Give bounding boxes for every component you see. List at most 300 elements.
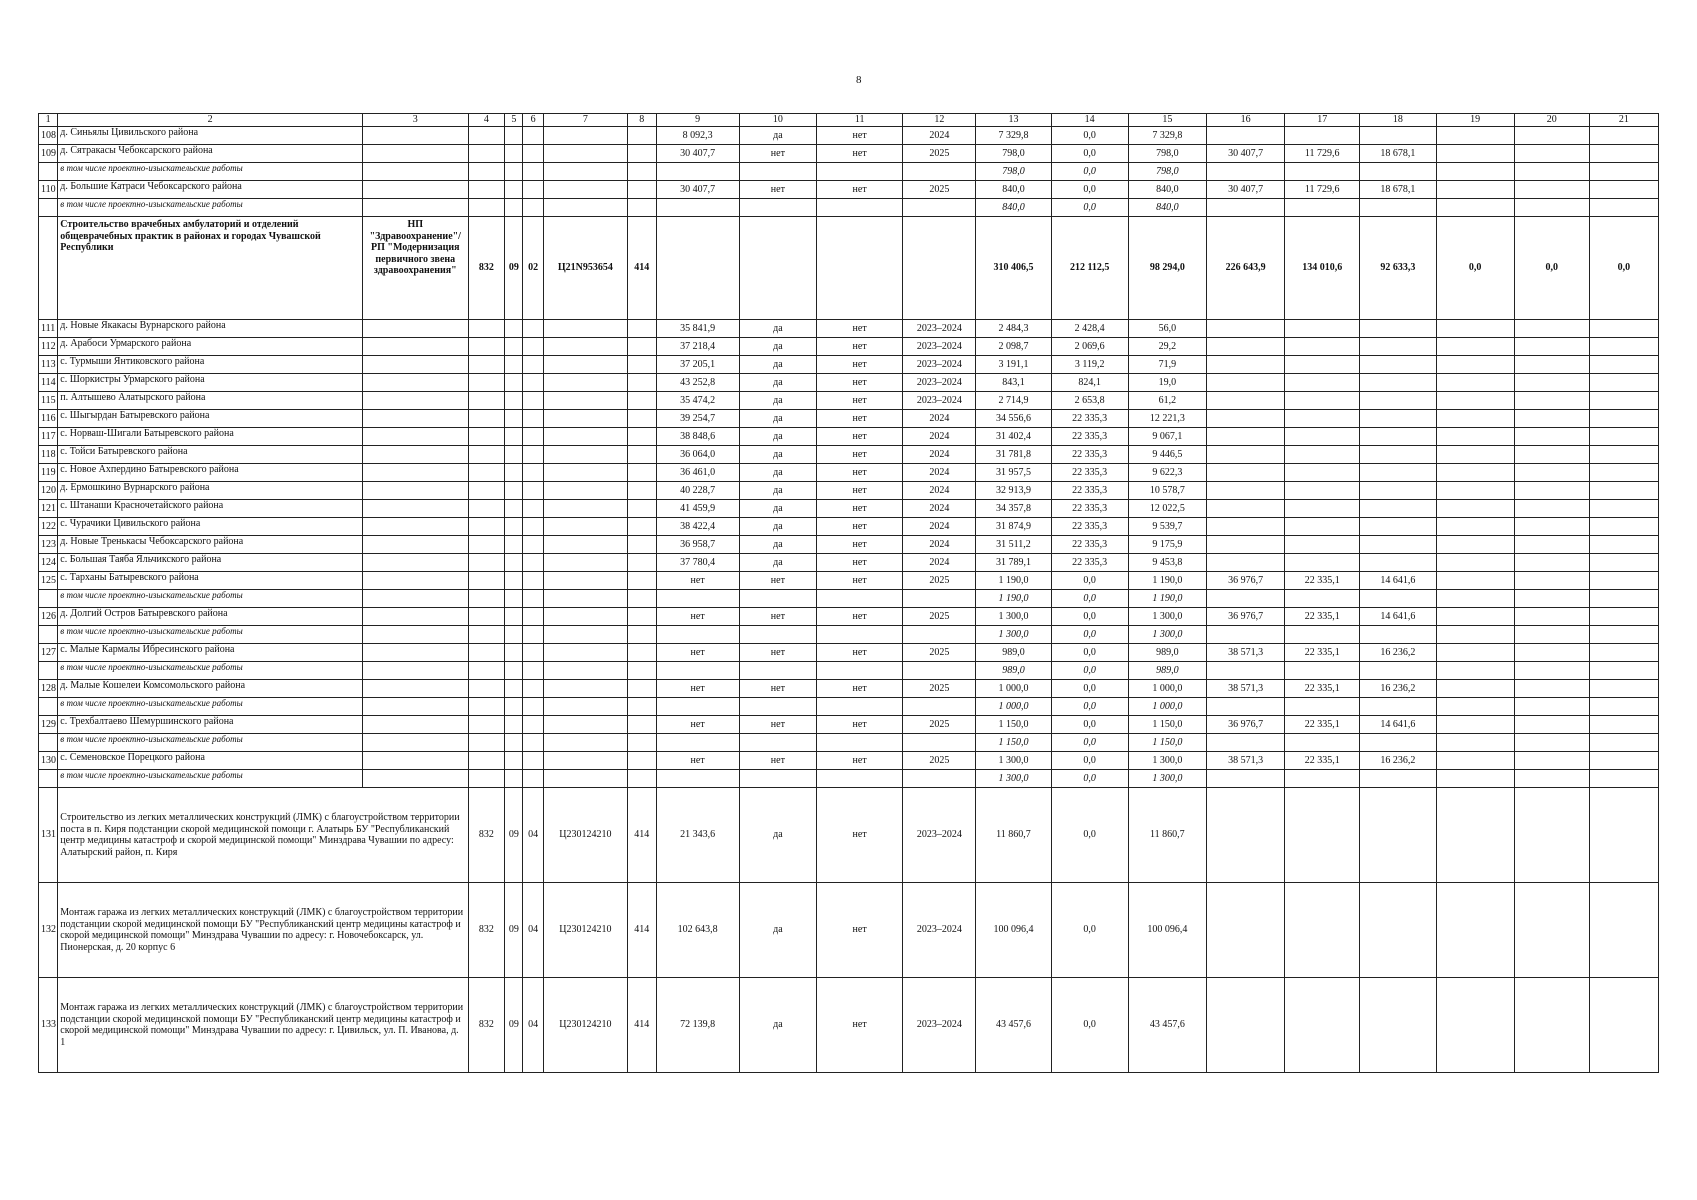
subtotal-label: в том числе проектно-изыскательские работы: [58, 698, 363, 716]
col-c15: 9 175,9: [1128, 536, 1206, 554]
col-c16: [1206, 410, 1284, 428]
col-c11: нет: [816, 500, 902, 518]
col-c7: [543, 464, 627, 482]
row-number: [39, 662, 58, 680]
col-c15: 12 221,3: [1128, 410, 1206, 428]
col-c15: 9 067,1: [1128, 428, 1206, 446]
col-c14: 22 335,3: [1051, 482, 1128, 500]
col-c16: [1206, 392, 1284, 410]
row-number: 126: [39, 608, 58, 626]
row-number: [39, 163, 58, 181]
col-c20: [1514, 500, 1589, 518]
col-c16: [1206, 883, 1284, 978]
col-c19: [1436, 590, 1514, 608]
table-cell: [362, 518, 468, 536]
col-c18: 18 678,1: [1360, 145, 1436, 163]
col-c14: 824,1: [1051, 374, 1128, 392]
col-c5: [505, 181, 523, 199]
col-c8: [628, 392, 656, 410]
col-c16: [1206, 978, 1284, 1073]
col-c15: 798,0: [1128, 163, 1206, 181]
col-c15: 29,2: [1128, 338, 1206, 356]
col-c8: [628, 163, 656, 181]
table-row: [39, 536, 1659, 554]
object-name: д. Новые Тренькасы Чебоксарского района: [58, 536, 363, 554]
col-c5: [505, 698, 523, 716]
row-number: 120: [39, 482, 58, 500]
row-number: 129: [39, 716, 58, 734]
col-c21: [1589, 608, 1658, 626]
row-number: [39, 698, 58, 716]
col-c12: 2025: [903, 145, 976, 163]
col-c4: [468, 770, 505, 788]
col-c17: [1285, 500, 1360, 518]
col-c19: [1436, 536, 1514, 554]
column-number: 3: [362, 114, 468, 127]
col-c14: 22 335,3: [1051, 500, 1128, 518]
col-c9: [656, 626, 739, 644]
table-cell: [362, 428, 468, 446]
col-c18: 16 236,2: [1360, 752, 1436, 770]
col-c4: [468, 716, 505, 734]
col-c14: 0,0: [1051, 662, 1128, 680]
col-c5: [505, 428, 523, 446]
col-c5: 09: [505, 788, 523, 883]
col-c11: нет: [816, 320, 902, 338]
col-c15: 7 329,8: [1128, 127, 1206, 145]
col-c5: [505, 536, 523, 554]
col-c6: [523, 644, 543, 662]
col-c13: 31 402,4: [976, 428, 1051, 446]
col-c14: 2 428,4: [1051, 320, 1128, 338]
col-c9: 8 092,3: [656, 127, 739, 145]
table-row: [39, 356, 1659, 374]
object-name: с. Семеновское Порецкого района: [58, 752, 363, 770]
col-c5: [505, 374, 523, 392]
col-c8: [628, 536, 656, 554]
col-c5: [505, 356, 523, 374]
budget-table: [38, 113, 1659, 1073]
col-c9: 35 474,2: [656, 392, 739, 410]
col-c13: 2 714,9: [976, 392, 1051, 410]
col-c7: [543, 770, 627, 788]
col-c4: [468, 608, 505, 626]
col-c7: [543, 446, 627, 464]
col-c13: 1 000,0: [976, 680, 1051, 698]
col-c20: [1514, 410, 1589, 428]
table-cell: [362, 464, 468, 482]
col-c20: [1514, 392, 1589, 410]
col-c16: [1206, 788, 1284, 883]
col-c12: 2023–2024: [903, 392, 976, 410]
col-c4: [468, 644, 505, 662]
col-c18: [1360, 590, 1436, 608]
table-cell: [362, 320, 468, 338]
col-c16: [1206, 374, 1284, 392]
col-c7: [543, 199, 627, 217]
col-c14: 0,0: [1051, 883, 1128, 978]
col-c11: нет: [816, 978, 902, 1073]
row-number: [39, 734, 58, 752]
col-c8: [628, 554, 656, 572]
col-c21: [1589, 716, 1658, 734]
col-c8: [628, 572, 656, 590]
table-row: [39, 428, 1659, 446]
col-c10: нет: [739, 752, 816, 770]
col-c10: да: [739, 978, 816, 1073]
col-c12: 2023–2024: [903, 320, 976, 338]
column-number: 9: [656, 114, 739, 127]
table-cell: [362, 734, 468, 752]
col-c14: 22 335,3: [1051, 428, 1128, 446]
table-cell: [362, 163, 468, 181]
col-c18: 16 236,2: [1360, 680, 1436, 698]
col-c21: [1589, 374, 1658, 392]
col-c9: [656, 770, 739, 788]
col-c17: [1285, 770, 1360, 788]
table-cell: [362, 644, 468, 662]
col-c15: 56,0: [1128, 320, 1206, 338]
col-c8: [628, 770, 656, 788]
row-number: 117: [39, 428, 58, 446]
col-c9: 41 459,9: [656, 500, 739, 518]
col-c4: [468, 127, 505, 145]
table-row: [39, 181, 1659, 199]
col-c6: [523, 163, 543, 181]
col-c4: [468, 572, 505, 590]
col-c11: [816, 662, 902, 680]
col-c6: 04: [523, 883, 543, 978]
col-c17: [1285, 536, 1360, 554]
col-c7: [543, 536, 627, 554]
col-c8: 414: [628, 217, 656, 320]
col-c10: нет: [739, 716, 816, 734]
col-c6: [523, 428, 543, 446]
col-c9: [656, 734, 739, 752]
table-row: [39, 464, 1659, 482]
object-name: Монтаж гаража из легких металлических конструкций (ЛМК) с благоустройством территории подстанции скорой медицинской помощи БУ "Республиканский центр медицины катастроф и скорой медицинской помощи" Минздрава Чувашии по адресу: г. Новочебоксарск, ул. Пионерская, д. 20 корпус 6: [58, 883, 468, 978]
col-c8: [628, 680, 656, 698]
col-c7: Ц230124210: [543, 978, 627, 1073]
table-cell: [362, 608, 468, 626]
col-c12: [903, 199, 976, 217]
col-c8: [628, 662, 656, 680]
col-c7: [543, 392, 627, 410]
col-c5: [505, 752, 523, 770]
col-c4: [468, 482, 505, 500]
row-number: [39, 217, 58, 320]
col-c8: 414: [628, 883, 656, 978]
col-c4: [468, 392, 505, 410]
col-c18: 14 641,6: [1360, 608, 1436, 626]
col-c17: [1285, 356, 1360, 374]
col-c10: [739, 734, 816, 752]
col-c8: [628, 626, 656, 644]
col-c18: [1360, 662, 1436, 680]
col-c19: [1436, 446, 1514, 464]
col-c7: [543, 572, 627, 590]
col-c7: [543, 320, 627, 338]
col-c20: [1514, 788, 1589, 883]
col-c4: [468, 446, 505, 464]
col-c13: 1 300,0: [976, 626, 1051, 644]
col-c13: 1 150,0: [976, 734, 1051, 752]
col-c18: [1360, 788, 1436, 883]
table-cell: [362, 590, 468, 608]
col-c18: [1360, 163, 1436, 181]
col-c19: [1436, 716, 1514, 734]
col-c4: [468, 338, 505, 356]
col-c7: Ц230124210: [543, 883, 627, 978]
col-c16: 38 571,3: [1206, 752, 1284, 770]
subtotal-label: в том числе проектно-изыскательские работы: [58, 662, 363, 680]
col-c12: 2024: [903, 518, 976, 536]
col-c15: 98 294,0: [1128, 217, 1206, 320]
row-number: 128: [39, 680, 58, 698]
col-c4: [468, 181, 505, 199]
col-c11: нет: [816, 145, 902, 163]
col-c6: [523, 392, 543, 410]
col-c4: [468, 680, 505, 698]
col-c5: [505, 500, 523, 518]
col-c18: [1360, 392, 1436, 410]
col-c8: [628, 181, 656, 199]
col-c10: нет: [739, 181, 816, 199]
col-c11: нет: [816, 554, 902, 572]
col-c18: [1360, 410, 1436, 428]
col-c21: [1589, 698, 1658, 716]
col-c16: 36 976,7: [1206, 716, 1284, 734]
object-name: с. Штанаши Красночетайского района: [58, 500, 363, 518]
col-c19: [1436, 572, 1514, 590]
col-c5: [505, 590, 523, 608]
col-c21: [1589, 752, 1658, 770]
col-c20: [1514, 338, 1589, 356]
col-c7: [543, 734, 627, 752]
col-c4: [468, 500, 505, 518]
col-c21: [1589, 788, 1658, 883]
col-c9: нет: [656, 752, 739, 770]
col-c20: [1514, 978, 1589, 1073]
col-c19: [1436, 680, 1514, 698]
col-c13: 840,0: [976, 181, 1051, 199]
col-c11: [816, 698, 902, 716]
col-c8: [628, 446, 656, 464]
col-c13: 1 300,0: [976, 770, 1051, 788]
table-body: [39, 114, 1659, 1073]
col-c18: [1360, 374, 1436, 392]
col-c10: да: [739, 464, 816, 482]
col-c5: [505, 518, 523, 536]
col-c15: 1 300,0: [1128, 626, 1206, 644]
col-c12: 2024: [903, 464, 976, 482]
object-name: с. Шоркистры Урмарского района: [58, 374, 363, 392]
col-c13: 2 098,7: [976, 338, 1051, 356]
col-c11: нет: [816, 374, 902, 392]
table-cell: [362, 181, 468, 199]
col-c10: да: [739, 788, 816, 883]
object-name: с. Малые Кармалы Ибресинского района: [58, 644, 363, 662]
col-c14: 22 335,3: [1051, 554, 1128, 572]
column-number: 5: [505, 114, 523, 127]
col-c21: [1589, 536, 1658, 554]
col-c10: да: [739, 356, 816, 374]
table-row: [39, 554, 1659, 572]
object-name: с. Трехбалтаево Шемуршинского района: [58, 716, 363, 734]
col-c9: 30 407,7: [656, 145, 739, 163]
col-c12: 2025: [903, 752, 976, 770]
col-c18: [1360, 356, 1436, 374]
col-c11: [816, 163, 902, 181]
col-c16: [1206, 163, 1284, 181]
col-c20: [1514, 374, 1589, 392]
table-cell: [362, 446, 468, 464]
col-c14: 0,0: [1051, 644, 1128, 662]
col-c14: 0,0: [1051, 626, 1128, 644]
col-c6: [523, 356, 543, 374]
col-c16: [1206, 464, 1284, 482]
col-c6: [523, 680, 543, 698]
table-row: [39, 680, 1659, 698]
object-name: д. Сятракасы Чебоксарского района: [58, 145, 363, 163]
col-c15: 1 300,0: [1128, 752, 1206, 770]
table-cell: [362, 572, 468, 590]
col-c17: [1285, 320, 1360, 338]
col-c13: 989,0: [976, 644, 1051, 662]
col-c4: [468, 428, 505, 446]
col-c6: [523, 536, 543, 554]
col-c14: 0,0: [1051, 788, 1128, 883]
col-c10: да: [739, 482, 816, 500]
col-c20: [1514, 716, 1589, 734]
col-c15: 9 539,7: [1128, 518, 1206, 536]
row-number: 118: [39, 446, 58, 464]
row-number: 127: [39, 644, 58, 662]
col-c14: 22 335,3: [1051, 536, 1128, 554]
col-c18: 14 641,6: [1360, 716, 1436, 734]
col-c15: 12 022,5: [1128, 500, 1206, 518]
col-c7: [543, 698, 627, 716]
col-c11: [816, 590, 902, 608]
table-row: [39, 572, 1659, 590]
col-c6: [523, 464, 543, 482]
col-c5: [505, 644, 523, 662]
col-c15: 9 453,8: [1128, 554, 1206, 572]
group-program: НП "Здравоохранение"/ РП "Модернизация первичного звена здравоохранения": [362, 217, 468, 320]
row-number: 108: [39, 127, 58, 145]
col-c11: нет: [816, 356, 902, 374]
col-c10: нет: [739, 680, 816, 698]
col-c6: [523, 770, 543, 788]
col-c17: [1285, 978, 1360, 1073]
col-c12: 2023–2024: [903, 338, 976, 356]
col-c11: нет: [816, 392, 902, 410]
table-cell: [362, 770, 468, 788]
col-c6: [523, 500, 543, 518]
col-c17: [1285, 428, 1360, 446]
col-c7: [543, 127, 627, 145]
col-c11: нет: [816, 181, 902, 199]
col-c17: 22 335,1: [1285, 572, 1360, 590]
col-c15: 840,0: [1128, 199, 1206, 217]
table-cell: [362, 626, 468, 644]
col-c15: 11 860,7: [1128, 788, 1206, 883]
column-number: 1: [39, 114, 58, 127]
col-c4: [468, 356, 505, 374]
column-number: 14: [1051, 114, 1128, 127]
col-c21: [1589, 590, 1658, 608]
col-c7: [543, 644, 627, 662]
col-c12: 2024: [903, 554, 976, 572]
col-c14: 0,0: [1051, 734, 1128, 752]
row-number: 130: [39, 752, 58, 770]
col-c13: 1 300,0: [976, 752, 1051, 770]
col-c5: [505, 770, 523, 788]
col-c19: [1436, 338, 1514, 356]
col-c4: [468, 145, 505, 163]
col-c17: 11 729,6: [1285, 145, 1360, 163]
col-c16: 36 976,7: [1206, 572, 1284, 590]
col-c7: [543, 554, 627, 572]
column-number: 15: [1128, 114, 1206, 127]
row-number: 124: [39, 554, 58, 572]
col-c18: 18 678,1: [1360, 181, 1436, 199]
col-c12: 2024: [903, 428, 976, 446]
object-name: д. Долгий Остров Батыревского района: [58, 608, 363, 626]
table-row: [39, 788, 1659, 883]
col-c12: 2025: [903, 716, 976, 734]
col-c15: 19,0: [1128, 374, 1206, 392]
col-c17: [1285, 698, 1360, 716]
subtotal-label: в том числе проектно-изыскательские работы: [58, 626, 363, 644]
table-cell: [362, 199, 468, 217]
table-cell: [362, 554, 468, 572]
col-c12: [903, 590, 976, 608]
table-cell: [362, 500, 468, 518]
subtotal-row: [39, 662, 1659, 680]
row-number: [39, 626, 58, 644]
col-c9: 40 228,7: [656, 482, 739, 500]
col-c6: [523, 374, 543, 392]
col-c19: [1436, 698, 1514, 716]
col-c13: 1 300,0: [976, 608, 1051, 626]
row-number: 114: [39, 374, 58, 392]
col-c12: 2025: [903, 644, 976, 662]
col-c7: [543, 374, 627, 392]
col-c17: [1285, 392, 1360, 410]
col-c15: 100 096,4: [1128, 883, 1206, 978]
col-c18: [1360, 127, 1436, 145]
col-c18: [1360, 536, 1436, 554]
col-c21: [1589, 662, 1658, 680]
object-name: с. Норваш-Шигали Батыревского района: [58, 428, 363, 446]
col-c11: [816, 734, 902, 752]
row-number: 121: [39, 500, 58, 518]
col-c19: [1436, 788, 1514, 883]
col-c9: 35 841,9: [656, 320, 739, 338]
table-row: [39, 500, 1659, 518]
col-c13: 100 096,4: [976, 883, 1051, 978]
col-c13: 1 190,0: [976, 590, 1051, 608]
col-c11: нет: [816, 788, 902, 883]
col-c16: [1206, 590, 1284, 608]
col-c9: 37 218,4: [656, 338, 739, 356]
row-number: [39, 199, 58, 217]
col-c12: [903, 626, 976, 644]
col-c6: [523, 482, 543, 500]
col-c11: нет: [816, 410, 902, 428]
col-c19: [1436, 978, 1514, 1073]
